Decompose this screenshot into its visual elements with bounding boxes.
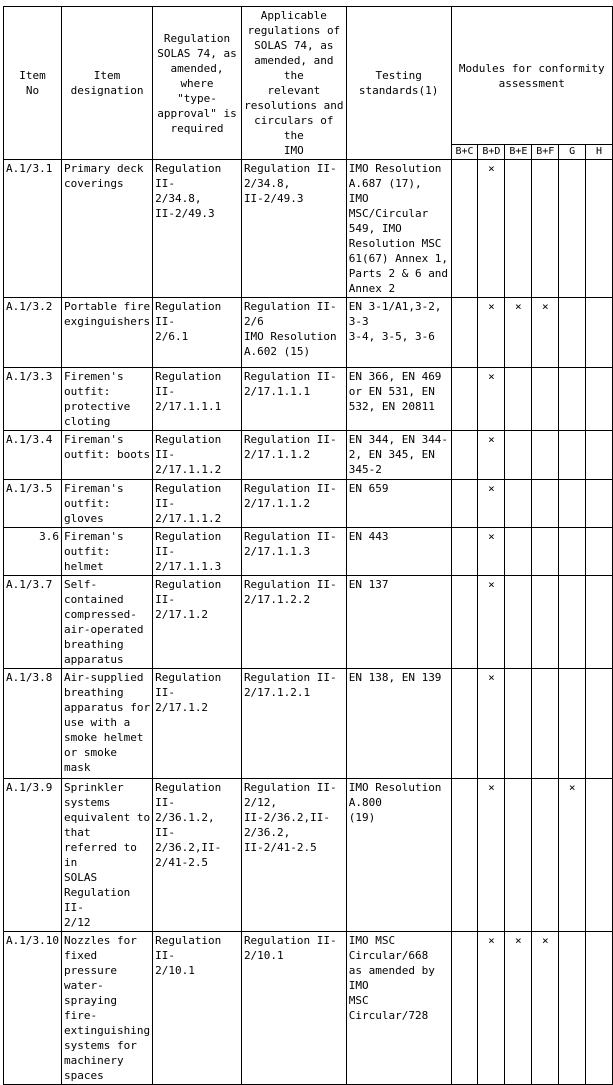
- cell-module-mark: [586, 669, 613, 779]
- cell-module-mark: [505, 160, 532, 298]
- cell-module-mark: [532, 779, 559, 932]
- cell-applicable-regulations: Regulation II- 2/17.1.1.3: [241, 528, 346, 576]
- cell-regulation: Regulation II- 2/17.1.1.3: [153, 528, 242, 576]
- cell-item-no: A.1/3.7: [4, 576, 62, 669]
- cell-applicable-regulations: Regulation II- 2/17.1.1.1: [241, 368, 346, 431]
- cell-item-designation: Firemen's outfit: protective cloting: [61, 368, 152, 431]
- cell-module-mark: [505, 779, 532, 932]
- cell-module-mark: [451, 368, 478, 431]
- cell-module-mark: [586, 298, 613, 368]
- cell-item-designation: Fireman's outfit: gloves: [61, 480, 152, 528]
- cell-module-mark: [532, 480, 559, 528]
- cell-module-mark: [451, 932, 478, 1085]
- cell-module-mark: [559, 431, 586, 480]
- cell-module-mark: [532, 368, 559, 431]
- cell-applicable-regulations: Regulation II- 2/12, II-2/36.2,II- 2/36.2, II-2/41-2.5: [241, 779, 346, 932]
- cell-item-no: A.1/3.3: [4, 368, 62, 431]
- cell-regulation: Regulation II- 2/6.1: [153, 298, 242, 368]
- cell-regulation: Regulation II- 2/17.1.1.1: [153, 368, 242, 431]
- header-module-col: B+E: [505, 145, 532, 160]
- cell-module-mark: [532, 431, 559, 480]
- cell-applicable-regulations: Regulation II- 2/10.1: [241, 932, 346, 1085]
- cell-item-no: 3.6: [4, 528, 62, 576]
- header-item-designation: Item designation: [61, 7, 152, 160]
- cell-item-designation: Primary deck coverings: [61, 160, 152, 298]
- cell-module-mark: [559, 160, 586, 298]
- cell-module-mark: [451, 160, 478, 298]
- cell-testing-standards: IMO Resolution A.687 (17), IMO MSC/Circular 549, IMO Resolution MSC 61(67) Annex 1, Parts 2 & 6 and Annex 2: [346, 160, 451, 298]
- cell-module-mark: [586, 431, 613, 480]
- cell-module-mark: ×: [478, 669, 505, 779]
- header-module-col: B+D: [478, 145, 505, 160]
- cell-regulation: Regulation II- 2/34.8, II-2/49.3: [153, 160, 242, 298]
- cell-regulation: Regulation II- 2/10.1: [153, 932, 242, 1085]
- table-body: [4, 160, 613, 1085]
- table-row: [4, 431, 613, 480]
- cell-module-mark: ×: [478, 932, 505, 1085]
- cell-module-mark: [451, 528, 478, 576]
- header-regulation: Regulation SOLAS 74, as amended, where "type- approval" is required: [153, 7, 242, 160]
- cell-applicable-regulations: Regulation II- 2/34.8, II-2/49.3: [241, 160, 346, 298]
- cell-applicable-regulations: Regulation II- 2/17.1.1.2: [241, 431, 346, 480]
- cell-item-no: A.1/3.9: [4, 779, 62, 932]
- cell-item-no: A.1/3.2: [4, 298, 62, 368]
- cell-item-designation: Nozzles for fixed pressure water-spraying fire- extinguishing systems for machinery spaces: [61, 932, 152, 1085]
- cell-module-mark: ×: [505, 932, 532, 1085]
- cell-item-designation: Portable fire exginguishers: [61, 298, 152, 368]
- cell-module-mark: [559, 368, 586, 431]
- cell-module-mark: ×: [478, 160, 505, 298]
- cell-module-mark: [505, 528, 532, 576]
- cell-applicable-regulations: Regulation II- 2/6 IMO Resolution A.602 (15): [241, 298, 346, 368]
- cell-module-mark: ×: [478, 779, 505, 932]
- header-module-col: B+F: [532, 145, 559, 160]
- header-item-no: Item No: [4, 7, 62, 160]
- cell-module-mark: [559, 528, 586, 576]
- cell-module-mark: [505, 576, 532, 669]
- cell-module-mark: ×: [478, 431, 505, 480]
- cell-module-mark: ×: [532, 298, 559, 368]
- table-row: [4, 528, 613, 576]
- cell-testing-standards: EN 366, EN 469 or EN 531, EN 532, EN 20811: [346, 368, 451, 431]
- cell-testing-standards: IMO MSC Circular/668 as amended by IMO MSC Circular/728: [346, 932, 451, 1085]
- cell-module-mark: [586, 480, 613, 528]
- cell-regulation: Regulation II- 2/17.1.1.2: [153, 480, 242, 528]
- cell-module-mark: [451, 431, 478, 480]
- cell-module-mark: [586, 160, 613, 298]
- cell-module-mark: ×: [505, 298, 532, 368]
- cell-item-no: A.1/3.5: [4, 480, 62, 528]
- cell-item-designation: Air-supplied breathing apparatus for use with a smoke helmet or smoke mask: [61, 669, 152, 779]
- conformity-table: [3, 6, 613, 1085]
- table-row: [4, 298, 613, 368]
- cell-item-designation: Fireman's outfit: boots: [61, 431, 152, 480]
- header-module-col: B+C: [451, 145, 478, 160]
- cell-module-mark: [451, 480, 478, 528]
- cell-item-no: A.1/3.10: [4, 932, 62, 1085]
- header-module-col: G: [559, 145, 586, 160]
- cell-item-no: A.1/3.8: [4, 669, 62, 779]
- cell-module-mark: [451, 669, 478, 779]
- cell-regulation: Regulation II- 2/36.1.2, II-2/36.2,II- 2/41-2.5: [153, 779, 242, 932]
- cell-module-mark: [532, 160, 559, 298]
- cell-testing-standards: IMO Resolution A.800 (19): [346, 779, 451, 932]
- table-row: [4, 669, 613, 779]
- cell-module-mark: [451, 779, 478, 932]
- cell-module-mark: ×: [478, 576, 505, 669]
- cell-testing-standards: EN 344, EN 344- 2, EN 345, EN 345-2: [346, 431, 451, 480]
- cell-testing-standards: EN 3-1/A1,3-2, 3-3 3-4, 3-5, 3-6: [346, 298, 451, 368]
- cell-module-mark: [559, 480, 586, 528]
- header-modules: Modules for conformity assessment: [451, 7, 612, 145]
- cell-applicable-regulations: Regulation II- 2/17.1.2.1: [241, 669, 346, 779]
- cell-item-designation: Self-contained compressed- air-operated breathing apparatus: [61, 576, 152, 669]
- cell-module-mark: [505, 480, 532, 528]
- cell-module-mark: [559, 576, 586, 669]
- cell-module-mark: [586, 368, 613, 431]
- cell-module-mark: [559, 669, 586, 779]
- cell-testing-standards: EN 138, EN 139: [346, 669, 451, 779]
- cell-module-mark: [559, 298, 586, 368]
- cell-module-mark: [586, 528, 613, 576]
- cell-item-no: A.1/3.4: [4, 431, 62, 480]
- cell-item-designation: Sprinkler systems equivalent to that referred to in SOLAS Regulation II- 2/12: [61, 779, 152, 932]
- cell-module-mark: [559, 932, 586, 1085]
- cell-module-mark: [532, 576, 559, 669]
- cell-testing-standards: EN 443: [346, 528, 451, 576]
- cell-regulation: Regulation II- 2/17.1.2: [153, 576, 242, 669]
- cell-module-mark: ×: [532, 932, 559, 1085]
- table-row: [4, 779, 613, 932]
- cell-applicable-regulations: Regulation II- 2/17.1.1.2: [241, 480, 346, 528]
- cell-module-mark: [532, 528, 559, 576]
- cell-regulation: Regulation II- 2/17.1.1.2: [153, 431, 242, 480]
- table-row: [4, 368, 613, 431]
- cell-testing-standards: EN 137: [346, 576, 451, 669]
- table-row: [4, 932, 613, 1085]
- header-testing-standards: Testing standards(1): [346, 7, 451, 160]
- table-row: [4, 576, 613, 669]
- table-row: [4, 160, 613, 298]
- cell-module-mark: [451, 298, 478, 368]
- header-applicable-regulations: Applicable regulations of SOLAS 74, as amended, and the relevant resolutions and circulars of the IMO: [241, 7, 346, 160]
- cell-regulation: Regulation II- 2/17.1.2: [153, 669, 242, 779]
- cell-module-mark: [586, 932, 613, 1085]
- cell-module-mark: [451, 576, 478, 669]
- cell-module-mark: [532, 669, 559, 779]
- header-module-col: H: [586, 145, 613, 160]
- cell-module-mark: ×: [478, 368, 505, 431]
- cell-applicable-regulations: Regulation II- 2/17.1.2.2: [241, 576, 346, 669]
- cell-module-mark: [586, 779, 613, 932]
- cell-testing-standards: EN 659: [346, 480, 451, 528]
- cell-module-mark: [505, 431, 532, 480]
- cell-module-mark: [586, 576, 613, 669]
- cell-module-mark: [505, 669, 532, 779]
- cell-module-mark: ×: [478, 298, 505, 368]
- cell-module-mark: [505, 368, 532, 431]
- cell-module-mark: ×: [478, 480, 505, 528]
- table-row: [4, 480, 613, 528]
- cell-module-mark: ×: [559, 779, 586, 932]
- cell-module-mark: ×: [478, 528, 505, 576]
- cell-item-designation: Fireman's outfit: helmet: [61, 528, 152, 576]
- cell-item-no: A.1/3.1: [4, 160, 62, 298]
